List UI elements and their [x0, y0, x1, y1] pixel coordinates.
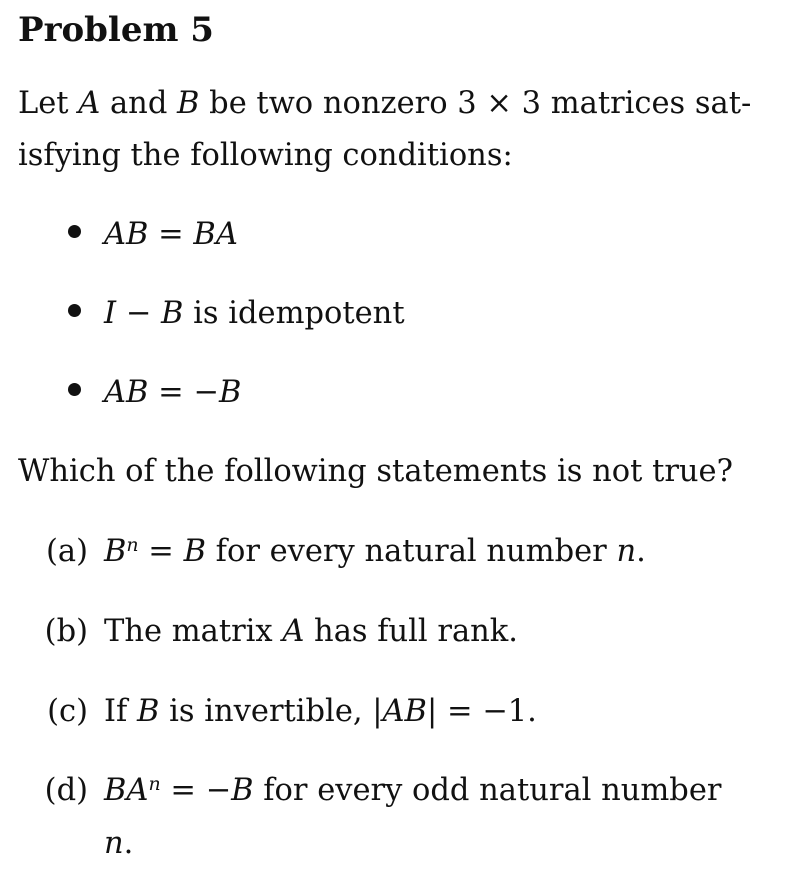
option-a-eq: =	[138, 534, 184, 569]
intro-line-1	[18, 78, 751, 130]
option-b-text	[104, 606, 518, 658]
condition-3-eq: = −	[148, 375, 219, 410]
condition-1-rhs: BA	[193, 217, 238, 252]
option-b-desc: has full rank.	[304, 614, 518, 649]
option-d-n: n	[104, 826, 124, 861]
option-c-end: | = −1.	[426, 694, 537, 729]
option-b-a: A	[282, 614, 305, 649]
option-d-exponent: n	[148, 772, 161, 795]
option-d-b: B	[231, 773, 254, 808]
problem-title: Problem 5	[18, 10, 214, 50]
option-a-desc: for every natural number	[205, 534, 617, 569]
condition-2-text	[104, 288, 405, 340]
condition-2-desc: is idempotent	[183, 296, 405, 331]
option-c	[0, 686, 788, 738]
option-d-text	[104, 765, 721, 820]
condition-2-b: B	[161, 296, 184, 331]
question-text: Which of the following statements is not true?	[18, 454, 733, 489]
condition-1-eq: =	[148, 217, 194, 252]
option-a-end: .	[636, 534, 646, 569]
option-d-end: .	[123, 826, 134, 861]
option-c-label: (c)	[47, 694, 88, 729]
option-a-text	[104, 526, 646, 581]
matrix-b: B	[177, 86, 200, 121]
condition-2-identity: I	[104, 296, 117, 331]
option-d-desc: for every odd natural number	[253, 773, 722, 808]
option-a-b2: B	[183, 534, 206, 569]
option-d	[0, 765, 788, 817]
option-c-pre: If	[104, 694, 138, 729]
option-b-pre: The matrix	[104, 614, 283, 649]
intro-let: Let	[18, 86, 79, 121]
option-c-ab: AB	[382, 694, 427, 729]
intro-line-2: isfying the following conditions:	[18, 138, 513, 173]
option-c-text	[104, 686, 537, 738]
option-a-exponent: n	[126, 533, 139, 556]
intro-rest: be two nonzero 3 × 3 matrices sat-	[199, 86, 752, 121]
condition-1-text	[104, 209, 238, 261]
condition-3-rhs: B	[218, 375, 242, 410]
bullet-icon	[68, 225, 81, 238]
bullet-icon	[68, 304, 81, 317]
condition-2-minus: −	[116, 296, 162, 331]
bullet-icon	[68, 383, 81, 396]
option-d-eq: = −	[160, 773, 232, 808]
option-d-label: (d)	[44, 773, 88, 808]
condition-1-lhs: AB	[104, 217, 149, 252]
option-b-label: (b)	[44, 614, 88, 649]
condition-3-text	[104, 367, 241, 419]
option-a-b: B	[104, 534, 127, 569]
option-d-continuation	[104, 818, 133, 870]
option-d-ba: BA	[104, 773, 149, 808]
option-c-b: B	[137, 694, 160, 729]
matrix-a: A	[78, 86, 101, 121]
intro-and: and	[100, 86, 178, 121]
option-a-label: (a)	[46, 534, 88, 569]
option-c-desc: is invertible, |	[159, 694, 383, 729]
option-a	[0, 526, 788, 578]
condition-3-lhs: AB	[104, 375, 149, 410]
option-a-n: n	[616, 534, 637, 569]
option-b	[0, 606, 788, 658]
